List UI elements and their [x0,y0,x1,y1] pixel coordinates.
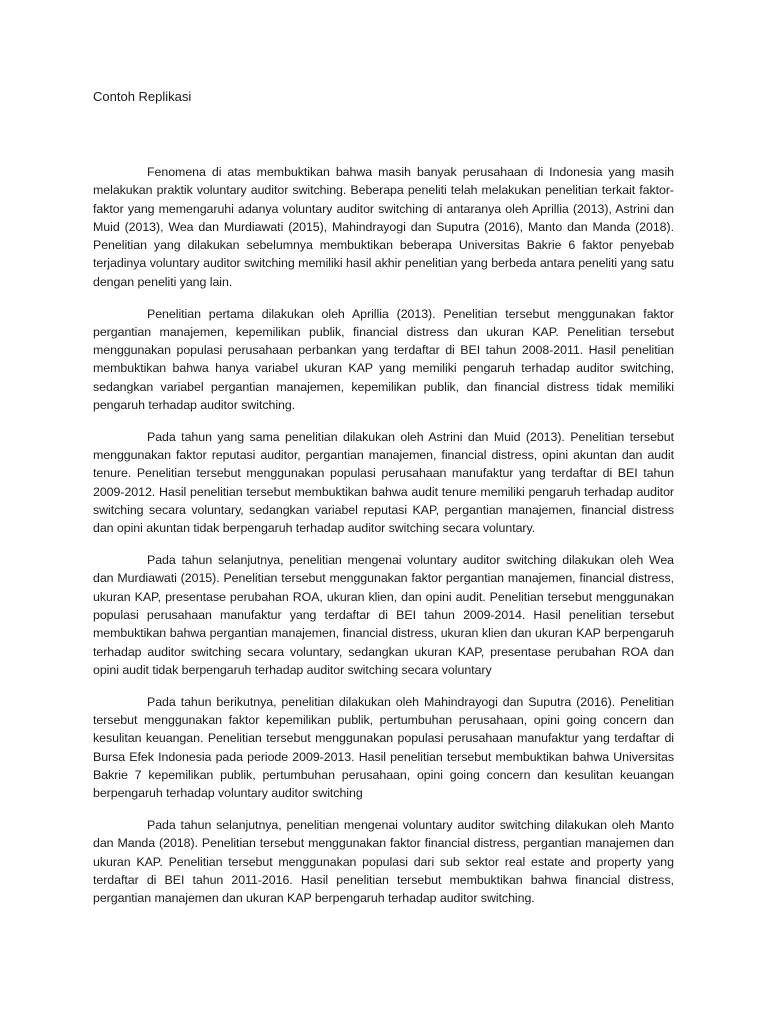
page-heading: Contoh Replikasi [93,89,192,104]
paragraph-3: Pada tahun yang sama penelitian dilakukan oleh Astrini dan Muid (2013). Penelitian tersebut menggunakan faktor reputasi auditor, pergantian manajemen, financial distress, opini akuntan dan audit tenure. Penelitian tersebut menggunakan populasi perusahaan manufaktur yang terdaftar di BEI tahun 2009-2012. Hasil penelitian tersebut membuktikan bahwa audit tenure memiliki pengaruh terhadap auditor switching secara voluntary, sedangkan variabel reputasi KAP, pergantian manajemen, financial distress dan opini akuntan tidak berpengaruh terhadap auditor switching secara voluntary. [93,429,674,536]
paragraph-6: Pada tahun selanjutnya, penelitian mengenai voluntary auditor switching dilakukan oleh Manto dan Manda (2018). Penelitian tersebut menggunakan faktor financial distress, pergantian manajemen dan ukuran KAP. Penelitian tersebut menggunakan populasi dari sub sektor real estate and property yang terdaftar di BEI tahun 2011-2016. Hasil penelitian tersebut membuktikan bahwa financial distress, pergantian manajemen dan ukuran KAP berpengaruh terhadap auditor switching. [93,818,674,906]
paragraph-4: Pada tahun selanjutnya, penelitian mengenai voluntary auditor switching dilakukan oleh Wea dan Murdiawati (2015). Penelitian tersebut menggunakan faktor pergantian manajemen, financial distress, ukuran KAP, presentase perubahan ROA, ukuran klien, dan opini audit. Penelitian tersebut menggunakan populasi perusahaan manufaktur yang terdaftar di BEI tahun 2009-2014. Hasil penelitian tersebut membuktikan bahwa pergantian manajemen, financial distress, ukuran klien dan ukuran KAP berpengaruh terhadap auditor switching secara voluntary, sedangkan ukuran KAP, presentase perubahan ROA dan opini audit tidak berpengaruh terhadap auditor switching secara voluntary [93,553,674,677]
document-body [93,163,674,921]
paragraph-1: Fenomena di atas membuktikan bahwa masih banyak perusahaan di Indonesia yang masih melakukan praktik voluntary auditor switching. Beberapa peneliti telah melakukan penelitian terkait faktor-faktor yang memengaruhi adanya voluntary auditor switching di antaranya oleh Aprillia (2013), Astrini dan Muid (2013), Wea dan Murdiawati (2015), Mahindrayogi dan Suputra (2016), Manto dan Manda (2018). Penelitian yang dilakukan sebelumnya membuktikan beberapa Universitas Bakrie 6 faktor penyebab terjadinya voluntary auditor switching memiliki hasil akhir penelitian yang berbeda antara peneliti yang satu dengan peneliti yang lain. [93,165,674,289]
paragraph-5: Pada tahun berikutnya, penelitian dilakukan oleh Mahindrayogi dan Suputra (2016). Penelitian tersebut menggunakan faktor kepemilikan publik, pertumbuhan perusahaan, opini going concern dan kesulitan keuangan. Penelitian tersebut menggunakan populasi perusahaan manufaktur yang terdaftar di Bursa Efek Indonesia pada periode 2009-2013. Hasil penelitian tersebut membuktikan bahwa Universitas Bakrie 7 kepemilikan publik, pertumbuhan perusahaan, opini going concern dan kesulitan keuangan berpengaruh terhadap voluntary auditor switching [93,694,674,801]
paragraph-2: Penelitian pertama dilakukan oleh Aprillia (2013). Penelitian tersebut menggunakan faktor pergantian manajemen, kepemilikan publik, financial distress dan ukuran KAP. Penelitian tersebut menggunakan populasi perusahaan perbankan yang terdaftar di BEI tahun 2008-2011. Hasil penelitian membuktikan bahwa hanya variabel ukuran KAP yang memiliki pengaruh terhadap auditor switching, sedangkan variabel pergantian manajemen, kepemilikan publik, dan financial distress tidak memiliki pengaruh terhadap auditor switching. [93,306,674,413]
